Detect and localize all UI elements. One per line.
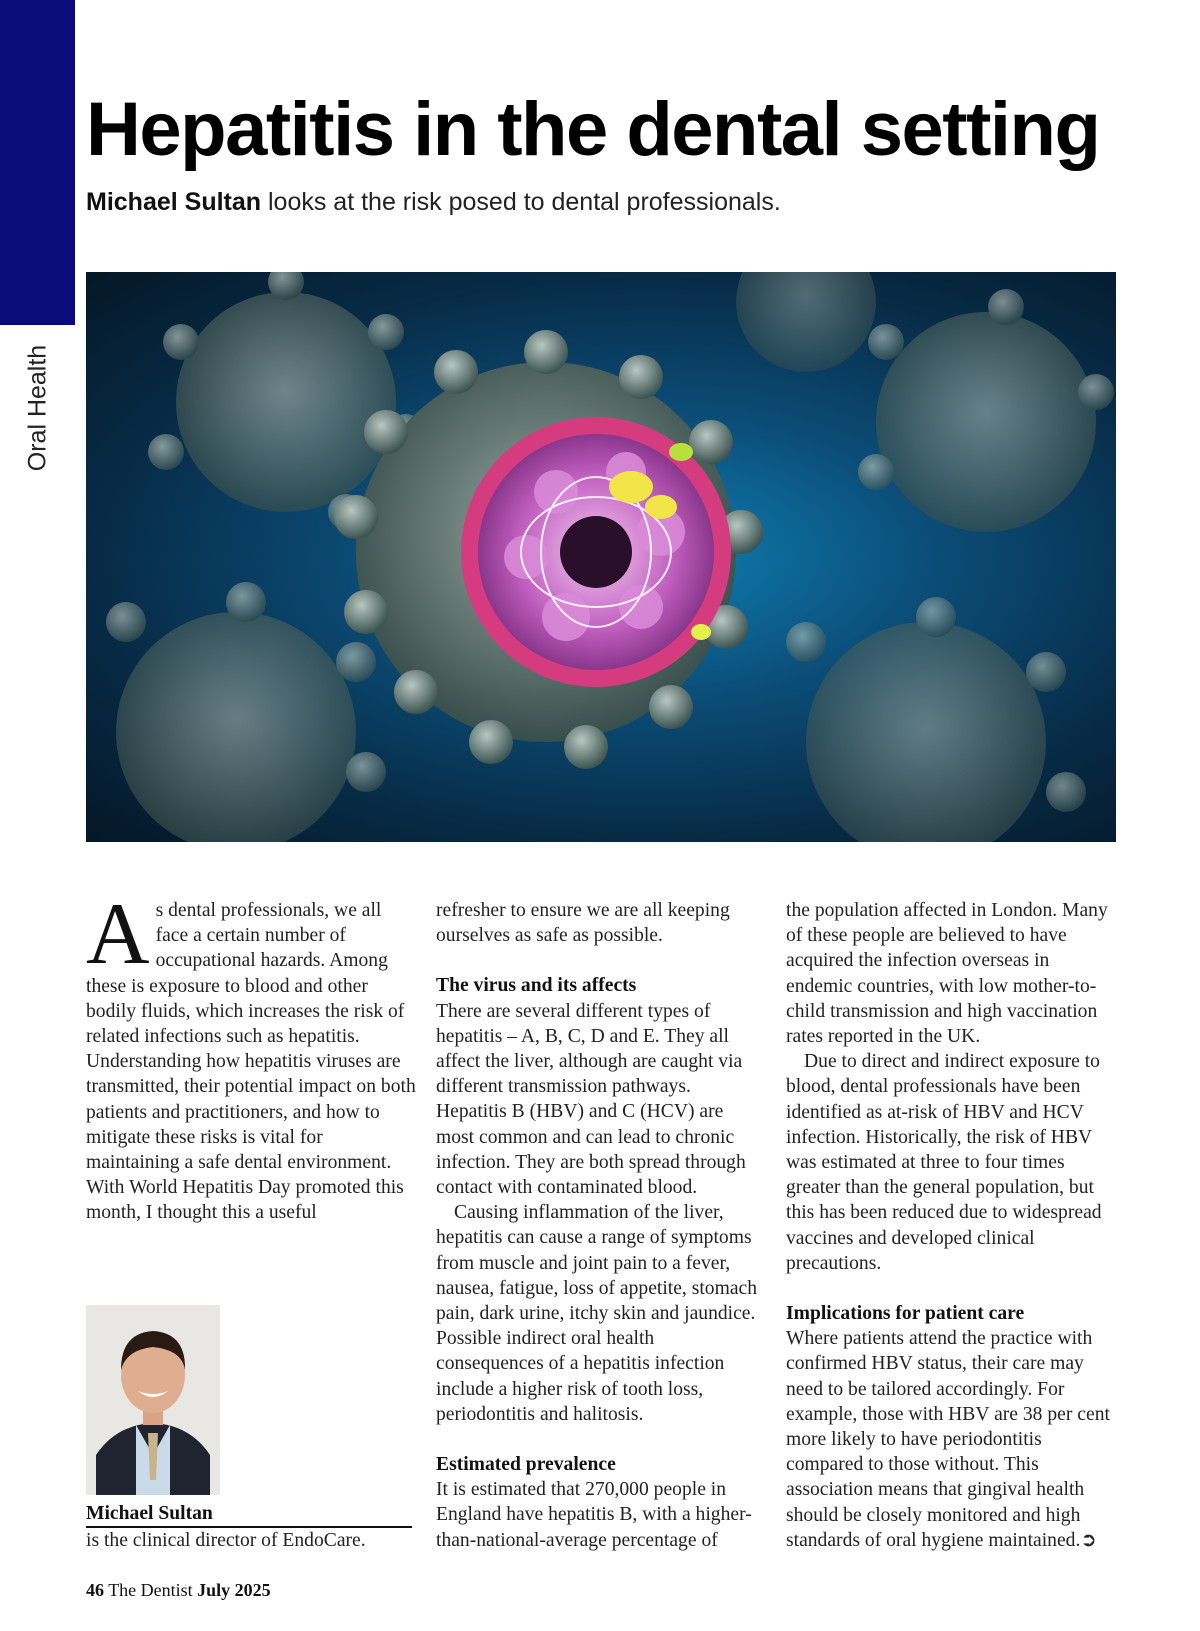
- virus-illustration: [86, 272, 1116, 842]
- paragraph: Causing inflammation of the liver, hepatitis can cause a range of symptoms from muscle and joint pain to a fever, nausea, fatigue, loss of appetite, stomach pain, dark urine, itchy skin and jaundice. Possible indirect oral health consequences of a hepatitis infection include a higher risk of tooth loss, periodontitis and halitosis.: [436, 1202, 758, 1425]
- author-role: is the clinical director of EndoCare.: [86, 1530, 366, 1551]
- paragraph: Where patients attend the practice with confirmed HBV status, their care may need to be tailored accordingly. For example, those with HBV are 38 per cent more likely to have periodontitis compared to those without. This association means that gingival health should be closely monitored and high standards of oral hygiene maintained.➲: [786, 1328, 1110, 1551]
- background-virus-right: [858, 289, 1114, 532]
- background-virus-top-right: [736, 272, 876, 372]
- standfirst-author: Michael Sultan: [86, 188, 262, 216]
- drop-cap: A: [86, 886, 150, 983]
- section-label: Oral Health: [23, 344, 51, 471]
- subheading-patient-care: Implications for patient care: [786, 1303, 1025, 1325]
- paragraph: refresher to ensure we are all keeping ourselves as safe as possible.: [436, 900, 730, 947]
- subheading-virus: The virus and its affects: [436, 975, 637, 997]
- standfirst-text: looks at the risk posed to dental professionals.: [268, 188, 781, 216]
- paragraph: It is estimated that 270,000 people in England have hepatitis B, with a higher-than-national-average percentage of: [436, 1479, 752, 1551]
- page-number: 46: [86, 1580, 104, 1600]
- magazine-name: The Dentist: [108, 1580, 193, 1600]
- author-portrait: [86, 1305, 220, 1495]
- subheading-prevalence: Estimated prevalence: [436, 1454, 616, 1476]
- author-photo: [86, 1305, 220, 1495]
- author-name: Michael Sultan: [86, 1503, 412, 1528]
- hero-image-virus: [86, 272, 1116, 842]
- brand-color-bar: [0, 0, 75, 325]
- continue-arrow-icon: ➲: [1080, 1529, 1097, 1551]
- page-footer: [86, 1580, 271, 1601]
- background-virus-bottom-right: [786, 597, 1086, 842]
- main-virus: [334, 330, 763, 769]
- standfirst: [86, 188, 781, 217]
- paragraph: There are several different types of hepatitis – A, B, C, D and E. They all affect the liver, although are caught via different transmission pathways. Hepatitis B (HBV) and C (HCV) are most common and can lead to chronic infection. They are both spread through contact with contaminated blood.: [436, 1000, 746, 1199]
- article-column-2: [436, 898, 766, 1553]
- intro-text: s dental professionals, we all face a certain number of occupational hazards. Among these is exposure to blood and other bodily fluids, which increases the risk of related infections such as hepatitis. Understanding how hepatitis viruses are transmitted, their potential impact on both patients and practitioners, and how to mitigate these risks is vital for maintaining a safe dental environment. With World Hepatitis Day promoted this month, I thought this a useful: [86, 900, 416, 1224]
- paragraph: Due to direct and indirect exposure to blood, dental professionals have been identified as at-risk of HBV and HCV infection. Historically, the risk of HBV was estimated at three to four times greater than the general population, but this has been reduced due to widespread vaccines and developed clinical precautions.: [786, 1051, 1102, 1274]
- background-virus-bottom-left: [106, 582, 386, 842]
- article-title: Hepatitis in the dental setting: [86, 87, 1100, 172]
- intro-paragraph: [86, 886, 416, 1226]
- paragraph: the population affected in London. Many of these people are believed to have acquired the infection overseas in endemic countries, with low mother-to-child transmission and high vaccination rates reported in the UK.: [786, 900, 1108, 1048]
- article-column-3: [786, 898, 1116, 1553]
- article-column-1: [86, 886, 416, 1226]
- issue-date: July 2025: [197, 1580, 271, 1600]
